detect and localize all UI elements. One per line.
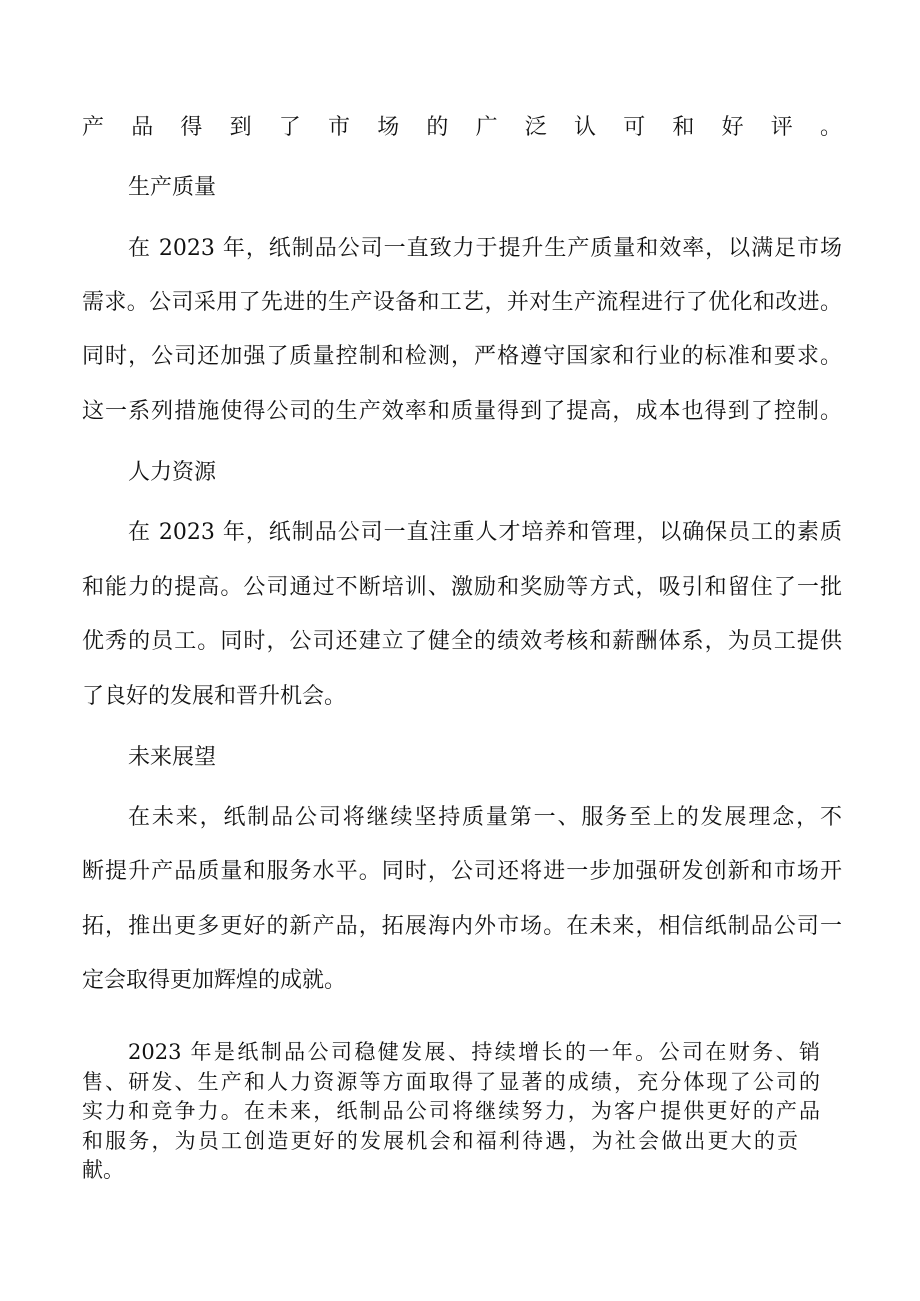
paragraph-line: 优秀的员工。同时，公司还建立了健全的绩效考核和薪酬体系，为员工提供 — [82, 629, 842, 654]
paragraph-line: 同时，公司还加强了质量控制和检测，严格遵守国家和行业的标准和要求。 — [82, 344, 842, 369]
closing-line: 献。 — [82, 1158, 124, 1182]
intro-tail-line: 产品得到了市场的广泛认可和好评。 — [82, 115, 842, 140]
paragraph-line: 在 2023 年，纸制品公司一直注重人才培养和管理，以确保员工的素质 — [128, 520, 842, 545]
section-heading-outlook: 未来展望 — [128, 745, 217, 770]
paragraph-line: 需求。公司采用了先进的生产设备和工艺，并对生产流程进行了优化和改进。 — [82, 290, 842, 315]
closing-line: 2023 年是纸制品公司稳健发展、持续增长的一年。公司在财务、销 — [128, 1040, 820, 1064]
closing-line: 售、研发、生产和人力资源等方面取得了显著的成绩，充分体现了公司的 — [82, 1070, 820, 1094]
closing-line: 和服务，为员工创造更好的发展机会和福利待遇，为社会做出更大的贡 — [82, 1129, 798, 1153]
paragraph-line: 在未来，纸制品公司将继续坚持质量第一、服务至上的发展理念，不 — [128, 805, 842, 830]
paragraph-line: 和能力的提高。公司通过不断培训、激励和奖励等方式，吸引和留住了一批 — [82, 575, 842, 600]
paragraph-line: 断提升产品质量和服务水平。同时，公司还将进一步加强研发创新和市场开 — [82, 859, 842, 884]
section-heading-production: 生产质量 — [128, 175, 217, 200]
section-heading-hr: 人力资源 — [128, 460, 217, 485]
paragraph-line: 了良好的发展和晋升机会。 — [82, 684, 347, 709]
paragraph-line: 在 2023 年，纸制品公司一直致力于提升生产质量和效率，以满足市场 — [128, 236, 842, 261]
paragraph-line: 定会取得更加辉煌的成就。 — [82, 968, 347, 993]
paragraph-line: 这一系列措施使得公司的生产效率和质量得到了提高，成本也得到了控制。 — [82, 399, 842, 424]
paragraph-line: 拓，推出更多更好的新产品，拓展海内外市场。在未来，相信纸制品公司一 — [82, 914, 842, 939]
closing-line: 实力和竞争力。在未来，纸制品公司将继续努力，为客户提供更好的产品 — [82, 1099, 820, 1123]
